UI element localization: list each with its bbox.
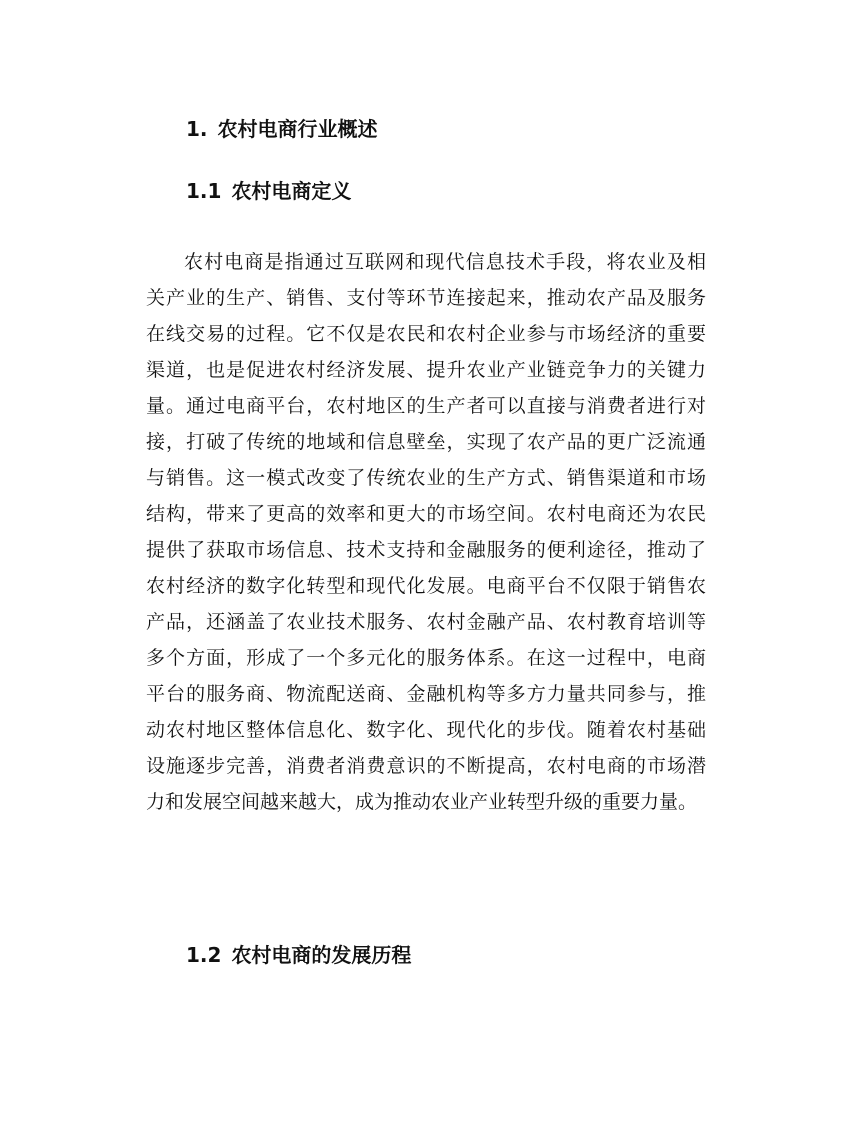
chapter-heading: [186, 114, 378, 144]
paragraph-line: 在线交易的过程。它不仅是农民和农村企业参与市场经济的重要: [146, 323, 706, 345]
paragraph-line: 多个方面，形成了一个多元化的服务体系。在这一过程中，电商: [146, 647, 706, 669]
section-heading-1-1: [186, 176, 351, 206]
section-heading-1-2: [186, 940, 411, 970]
paragraph-line: 产品，还涵盖了农业技术服务、农村金融产品、农村教育培训等: [146, 611, 706, 633]
section-title: 农村电商的发展历程: [231, 943, 412, 967]
section-number: 1.1: [186, 179, 222, 203]
paragraph-line: 力和发展空间越来越大，成为推动农业产业转型升级的重要力量。: [146, 791, 698, 813]
chapter-title: 农村电商行业概述: [217, 117, 378, 141]
paragraph-line: 结构，带来了更高的效率和更大的市场空间。农村电商还为农民: [146, 503, 706, 525]
paragraph-line: 量。通过电商平台，农村地区的生产者可以直接与消费者进行对: [146, 395, 706, 417]
definition-paragraph: [146, 244, 706, 820]
paragraph-line: 提供了获取市场信息、技术支持和金融服务的便利途径，推动了: [146, 539, 706, 561]
paragraph-line: 渠道，也是促进农村经济发展、提升农业产业链竞争力的关键力: [146, 359, 706, 381]
section-number: 1.2: [186, 943, 222, 967]
paragraph-line: 设施逐步完善，消费者消费意识的不断提高，农村电商的市场潜: [146, 755, 706, 777]
chapter-number: 1.: [186, 117, 208, 141]
paragraph-line: 接，打破了传统的地域和信息壁垒，实现了农产品的更广泛流通: [146, 431, 706, 453]
paragraph-line: 农村经济的数字化转型和现代化发展。电商平台不仅限于销售农: [146, 575, 706, 597]
paragraph-line: 与销售。这一模式改变了传统农业的生产方式、销售渠道和市场: [146, 467, 706, 489]
section-title: 农村电商定义: [231, 179, 352, 203]
paragraph-line: 农村电商是指通过互联网和现代信息技术手段，将农业及相: [184, 251, 706, 273]
paragraph-line: 关产业的生产、销售、支付等环节连接起来，推动农产品及服务: [146, 287, 706, 309]
paragraph-line: 平台的服务商、物流配送商、金融机构等多方力量共同参与，推: [146, 683, 706, 705]
paragraph-line: 动农村地区整体信息化、数字化、现代化的步伐。随着农村基础: [146, 719, 706, 741]
